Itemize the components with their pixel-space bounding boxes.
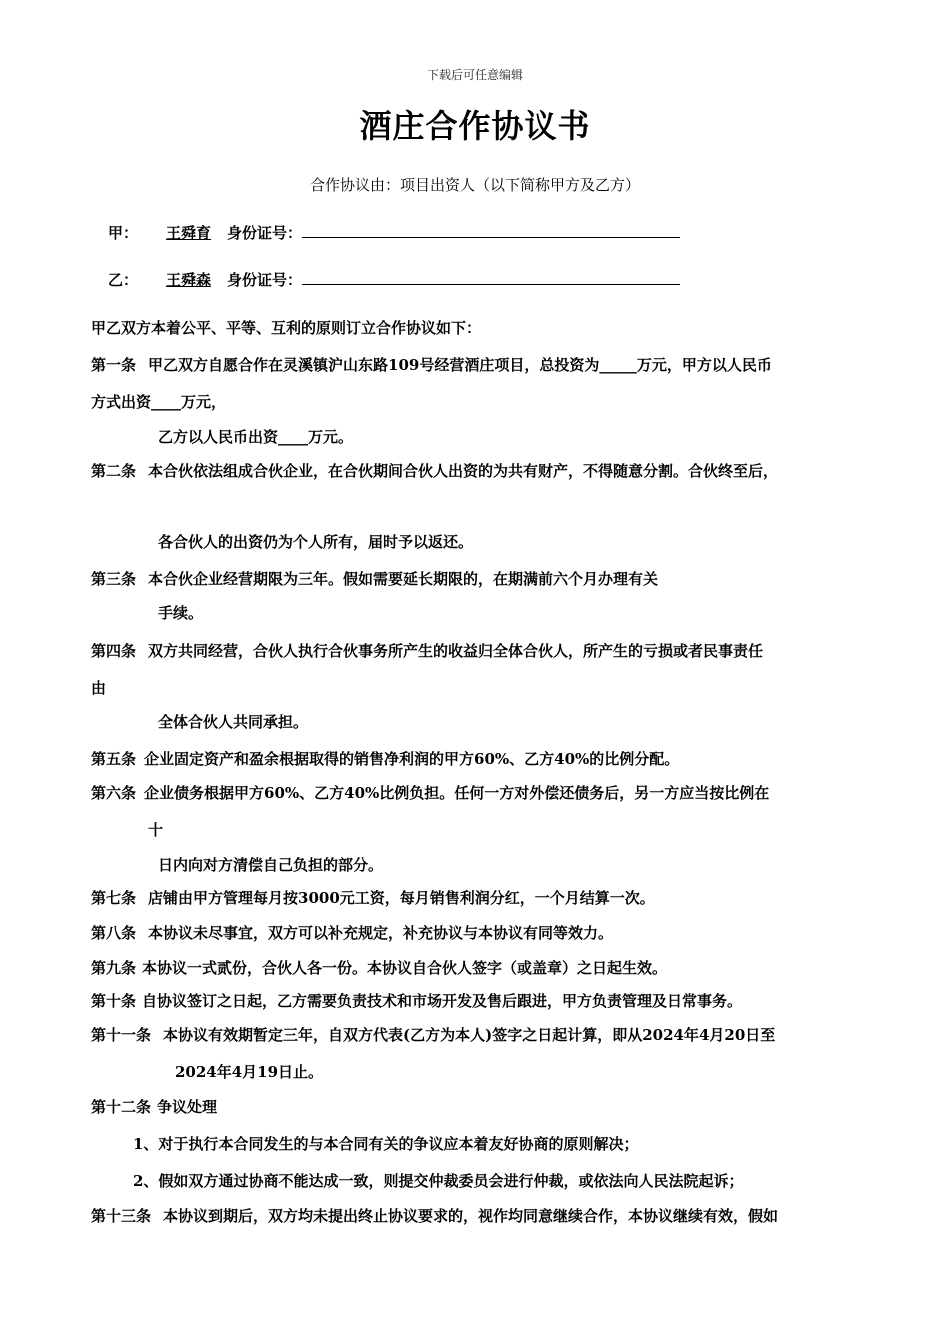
article-13-head: 第十三条 [91, 1207, 152, 1225]
article-10-head: 第十条 [91, 992, 137, 1010]
article-12-item-1: 1、对于执行本合同发生的与本合同有关的争议应本着友好协商的原则解决； [133, 1135, 639, 1153]
article-2-line-1 [91, 460, 778, 481]
download-hint: 下载后可任意编辑 [426, 68, 523, 82]
party-a-id-blank [302, 223, 680, 238]
document-subtitle: 合作协议由：项目出资人（以下简称甲方及乙方） [309, 176, 640, 194]
article-1-line-2: 方式出资____万元， [91, 393, 227, 411]
article-3-line-1 [91, 568, 658, 589]
article-6-text: 企业债务根据甲方60%、乙方40%比例负担。任何一方对外偿还债务后，另一方应当按比例在 [144, 784, 770, 802]
article-5-text: 企业固定资产和盈余根据取得的销售净利润的甲方60%、乙方40%的比例分配。 [144, 750, 680, 768]
article-7-line-1 [91, 887, 655, 908]
party-a-row [108, 222, 680, 243]
article-6-line-1 [91, 782, 769, 803]
article-13-text: 本协议到期后，双方均未提出终止协议要求的，视作均同意继续合作，本协议继续有效，假如 [163, 1207, 779, 1225]
party-b-row [108, 269, 680, 290]
party-a-label: 甲： [108, 224, 139, 242]
article-10-line-1 [91, 990, 742, 1011]
intro-text: 甲乙双方本着公平、平等、互利的原则订立合作协议如下： [91, 319, 482, 337]
party-a-name: 王舜育 [166, 224, 212, 242]
article-4-head: 第四条 [91, 642, 137, 660]
article-2-line-2: 各合伙人的出资仍为个人所有，届时予以返还。 [158, 533, 474, 551]
article-12-head: 第十二条 [91, 1098, 152, 1116]
article-1-text: 甲乙双方自愿合作在灵溪镇沪山东路109号经营酒庄项目，总投资为_____万元，甲方以人民币 [148, 356, 772, 374]
article-3-text: 本合伙企业经营期限为三年。假如需要延长期限的，在期满前六个月办理有关 [148, 570, 659, 588]
party-a-id-label: 身份证号： [227, 224, 303, 242]
article-4-line-1 [91, 640, 763, 661]
article-3-head: 第三条 [91, 570, 137, 588]
article-6-line-2: 十 [148, 821, 164, 839]
article-12-item-2: 2、假如双方通过协商不能达成一致，则提交仲裁委员会进行仲裁，或依法向人民法院起诉； [133, 1172, 744, 1190]
article-11-head: 第十一条 [91, 1026, 152, 1044]
article-11-line-2: 2024年4月19日止。 [175, 1063, 324, 1081]
article-12-text: 争议处理 [157, 1098, 218, 1116]
party-b-label: 乙： [108, 271, 139, 289]
article-8-line-1 [91, 922, 613, 943]
party-b-name: 王舜森 [166, 271, 212, 289]
article-2-text: 本合伙依法组成合伙企业，在合伙期间合伙人出资的为共有财产，不得随意分割。合伙终至后， [148, 462, 779, 480]
article-7-text: 店铺由甲方管理每月按3000元工资，每月销售利润分红，一个月结算一次。 [148, 889, 655, 907]
document-title: 酒庄合作协议书 [359, 107, 591, 145]
article-4-text: 双方共同经营，合伙人执行合伙事务所产生的收益归全体合伙人，所产生的亏损或者民事责任 [148, 642, 764, 660]
article-5-line-1 [91, 748, 679, 769]
article-6-line-3: 日内向对方清偿自己负担的部分。 [158, 856, 384, 874]
article-9-head: 第九条 [91, 959, 137, 977]
article-11-line-1 [91, 1024, 775, 1045]
article-2-head: 第二条 [91, 462, 137, 480]
party-b-id-label: 身份证号： [227, 271, 303, 289]
article-4-line-3: 全体合伙人共同承担。 [158, 713, 309, 731]
article-12-line-1 [91, 1096, 217, 1117]
article-5-head: 第五条 [91, 750, 137, 768]
article-7-head: 第七条 [91, 889, 137, 907]
article-4-line-2: 由 [91, 679, 107, 697]
article-11-text: 本协议有效期暂定三年，自双方代表(乙方为本人)签字之日起计算，即从2024年4月20日至 [163, 1026, 776, 1044]
article-1-head: 第一条 [91, 356, 137, 374]
article-9-text: 本协议一式贰份，合伙人各一份。本协议自合伙人签字（或盖章）之日起生效。 [142, 959, 668, 977]
article-10-text: 自协议签订之日起，乙方需要负责技术和市场开发及售后跟进，甲方负责管理及日常事务。 [142, 992, 743, 1010]
article-6-head: 第六条 [91, 784, 137, 802]
party-b-id-blank [302, 270, 680, 285]
article-3-line-2: 手续。 [158, 604, 204, 622]
article-8-text: 本协议未尽事宜，双方可以补充规定，补充协议与本协议有同等效力。 [148, 924, 614, 942]
article-13-line-1 [91, 1205, 778, 1226]
article-1-line-1 [91, 354, 772, 375]
article-8-head: 第八条 [91, 924, 137, 942]
article-1-line-3: 乙方以人民币出资____万元。 [158, 428, 354, 446]
article-9-line-1 [91, 957, 667, 978]
